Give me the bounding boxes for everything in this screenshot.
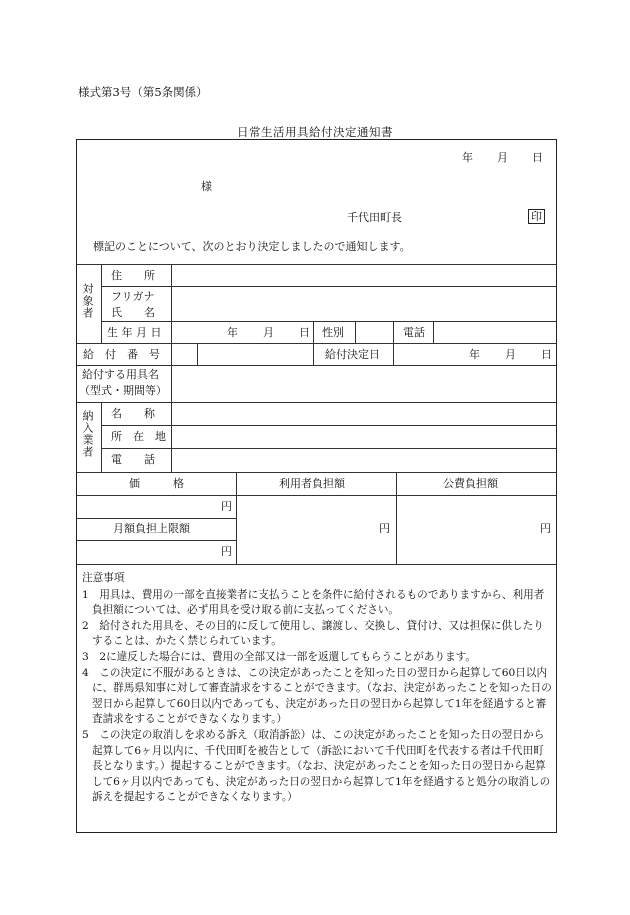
note-item: 4 この決定に不服があるときは、この決定があったことを知った日の翌日から起算して60日以内に、群馬県知事に対して審査請求をすることができます。（なお、決定があったことを知った日の翌日から起算して60日以内であっても、決定があった日の翌日から起算して1年を経過すると審査請求をすることができなくなります。） <box>82 666 552 726</box>
addressee-suffix: 様 <box>201 180 212 193</box>
form-number: 様式第3号（第5条関係） <box>78 85 208 99</box>
price-label: 価 格 <box>129 477 184 490</box>
birth-day-label: 日 <box>299 326 310 339</box>
notes-section <box>82 571 552 806</box>
price-yen-unit: 円 <box>221 500 232 513</box>
subject-person-label: 対象者 <box>81 283 94 319</box>
note-item: 5 この決定の取消しを求める訴え（取消訴訟）は、この決定があったことを知った日の翌日から起算して6ヶ月以内に、千代田町を被告として（訴訟において千代田町を代表する者は千代田町長となります。）提起することができます。（なお、決定があったことを知った日の翌日から起算して6ヶ月以内であっても、決定があった日の翌日から起算して1年を経過すると処分の取消しの訴えを提起することができなくなります。） <box>82 728 551 804</box>
seal-mark: 印 <box>528 209 545 224</box>
user-burden-yen-unit: 円 <box>379 522 390 535</box>
item-name-label: 給付する用具名 <box>82 368 159 381</box>
supplier-location-label: 所 在 地 <box>111 430 166 443</box>
note-item: 2 給付された用具を、その目的に反して使用し、譲渡し、交換し、貸付け、又は担保に供したりすることは、かたく禁じられています。 <box>82 619 544 648</box>
birth-year-label: 年 <box>227 326 238 339</box>
decision-day-label: 日 <box>541 348 552 361</box>
document-title: 日常生活用具給付決定通知書 <box>237 125 393 139</box>
grant-number-label: 給 付 番 号 <box>83 348 160 361</box>
address-label: 住 所 <box>111 269 155 282</box>
user-burden-label: 利用者負担額 <box>279 477 345 490</box>
supplier-name-label: 名 称 <box>111 407 155 420</box>
item-spec-label: （型式・期間等） <box>79 384 167 397</box>
supplier-label: 納入業者 <box>81 410 94 458</box>
public-burden-yen-unit: 円 <box>540 522 551 535</box>
birth-date-label: 生 年 月 日 <box>107 326 162 339</box>
birth-month-label: 月 <box>263 326 274 339</box>
name-label: 氏 名 <box>111 306 155 319</box>
note-item: 3 2に違反した場合には、費用の全部又は一部を返還してもらうことがあります。 <box>82 650 477 663</box>
monthly-cap-yen-unit: 円 <box>221 545 232 558</box>
date-day-label: 日 <box>532 151 543 164</box>
issuer-name: 千代田町長 <box>347 211 402 224</box>
supplier-phone-label: 電 話 <box>111 453 155 466</box>
phone-label: 電話 <box>403 326 425 339</box>
public-burden-label: 公費負担額 <box>443 477 498 490</box>
monthly-cap-label: 月額負担上限額 <box>113 522 190 535</box>
gender-label: 性別 <box>322 326 344 339</box>
notes-title: 注意事項 <box>82 572 125 584</box>
decision-month-label: 月 <box>505 348 516 361</box>
decision-year-label: 年 <box>469 348 480 361</box>
notice-text: 標記のことについて、次のとおり決定しましたので通知します。 <box>93 240 411 253</box>
furigana-label: フリガナ <box>111 290 155 303</box>
notice-form <box>76 139 557 833</box>
date-month-label: 月 <box>497 151 508 164</box>
date-year-label: 年 <box>462 151 473 164</box>
decision-date-label: 給付決定日 <box>325 348 380 361</box>
note-item: 1 用具は、費用の一部を直接業者に支払うことを条件に給付されるものでありますから、利用者負担額については、必ず用具を受け取る前に支払ってください。 <box>82 588 545 617</box>
